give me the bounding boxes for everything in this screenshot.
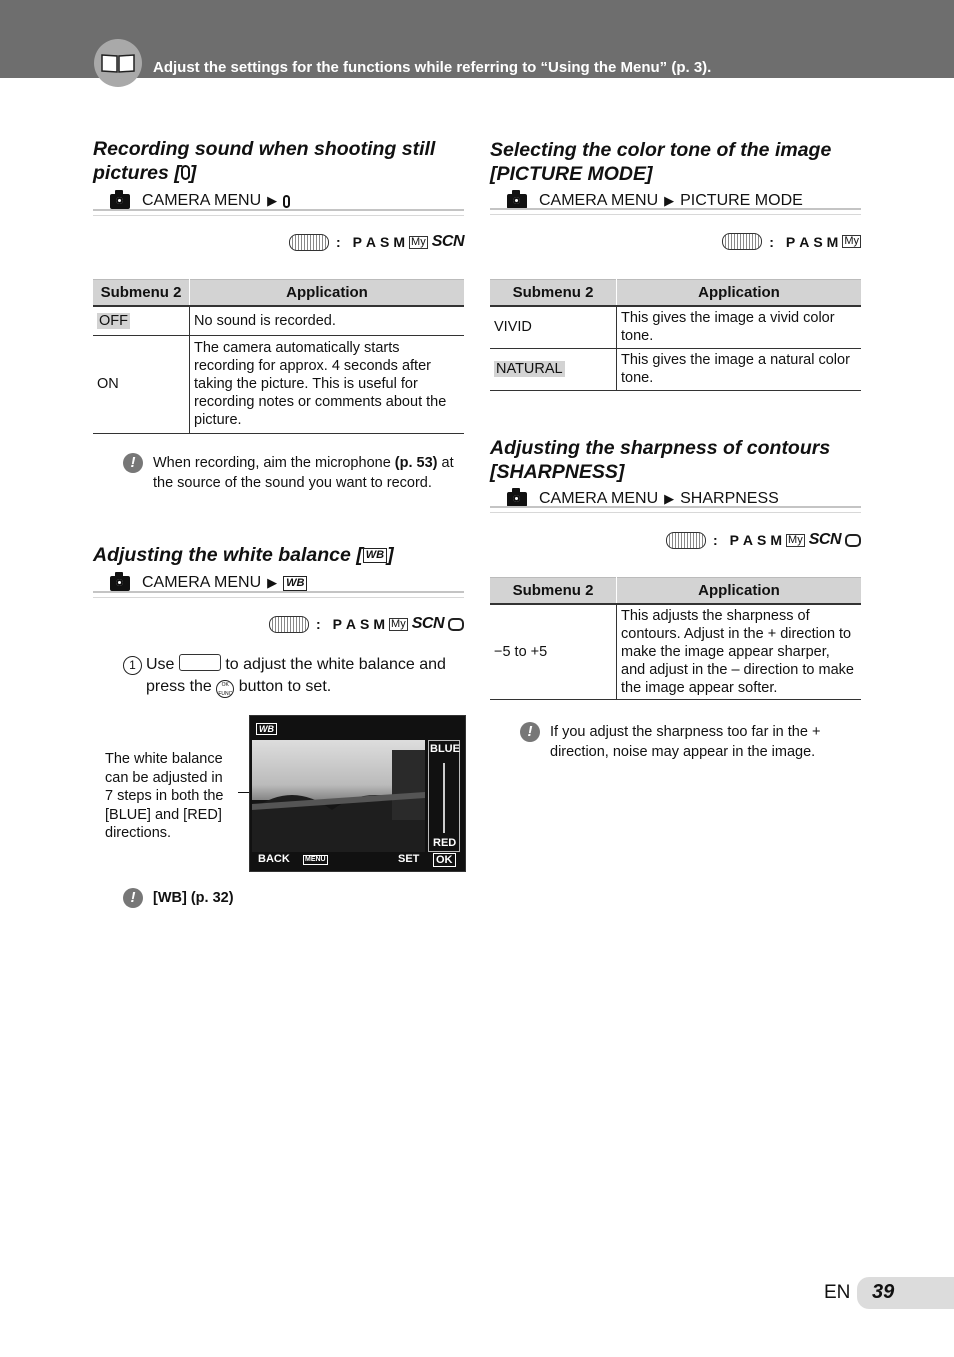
menu-button-icon: MENU: [305, 856, 326, 863]
scn-mode-icon: SCN: [431, 233, 464, 250]
scn-mode-icon: SCN: [808, 531, 841, 548]
scn-mode-icon: SCN: [411, 615, 444, 632]
sound-caution-note: ! When recording, aim the microphone (p. 53) at the source of the sound you want to record.: [123, 453, 465, 493]
back-label: BACK: [258, 853, 290, 865]
my-mode-icon: My: [411, 235, 426, 248]
bridge-photo: [252, 740, 425, 852]
wb-caption: The white balance can be adjusted in 7 steps in both the [BLUE] and [RED] directions.: [105, 751, 224, 841]
arrow-right-icon: ▶: [267, 575, 278, 590]
ok-func-button-icon: OK FUNC: [216, 680, 234, 698]
sharp-section: [490, 436, 862, 484]
table-row: −5 to +5 This adjusts the sharpness of contours. Adjust in the + direction to make the image appear sharper, and adjust in the – direction to make the image appear softer.: [490, 604, 861, 700]
picture-menu-path: CAMERA MENU ▶ PICTURE MODE: [507, 192, 862, 210]
my-mode-icon: My: [391, 617, 406, 630]
mode-dial-indicator: : P A S M My: [600, 233, 861, 250]
sound-menu-path: CAMERA MENU ▶: [110, 192, 465, 210]
movie-icon: [845, 534, 861, 547]
my-mode-icon: My: [844, 235, 859, 247]
lcd-screen: [249, 715, 466, 872]
table-row: VIVID This gives the image a vivid color tone.: [490, 306, 861, 348]
caution-icon: !: [520, 722, 540, 742]
mode-dial-icon: [269, 616, 309, 633]
movie-icon: [448, 618, 464, 631]
caution-icon: !: [123, 888, 143, 908]
sound-section: [93, 137, 465, 185]
camera-icon: [507, 194, 527, 209]
camera-icon: [110, 576, 130, 591]
ok-button-icon: OK: [433, 853, 456, 867]
arrow-right-icon: ▶: [267, 193, 278, 208]
sound-table: Submenu 2 Application OFF No sound is recorded. ON The camera automatically starts recording for approx. 4 seconds after taking the picture. This is useful for recording notes or comments about the picture.: [93, 279, 464, 434]
divider: [93, 591, 464, 598]
sharp-title: Adjusting the sharpness of contours [SHARPNESS]: [490, 437, 831, 483]
mode-dial-indicator: : P A S M My SCN: [200, 233, 464, 251]
wb-caution-note: ! [WB] (p. 32): [123, 888, 465, 908]
language-label: EN: [824, 1282, 851, 1303]
book-icon: [94, 39, 142, 87]
sharp-menu-path: CAMERA MENU ▶ SHARPNESS: [507, 490, 862, 508]
mode-dial-icon: [666, 532, 706, 549]
page-number: 39: [872, 1281, 895, 1303]
picture-section: [490, 138, 862, 186]
wb-icon: WB: [283, 576, 307, 591]
wb-title: Adjusting the white balance [ WB ]: [93, 544, 394, 566]
my-mode-icon: My: [788, 533, 803, 546]
camera-icon: [110, 194, 130, 209]
step-number: 1: [123, 656, 142, 675]
sound-title: Recording sound when shooting still pictures [ ]: [93, 138, 436, 184]
wb-icon: WB: [256, 723, 277, 735]
mode-dial-indicator: : P A S M My SCN: [200, 615, 464, 633]
picture-table: Submenu 2 Application VIVID This gives the image a vivid color tone. NATURAL This gives the image a natural color tone.: [490, 279, 861, 391]
sharp-caution-note: ! If you adjust the sharpness too far in the + direction, noise may appear in the image.: [520, 722, 860, 762]
divider: [93, 209, 464, 216]
divider: [490, 208, 861, 215]
mode-dial-icon: [722, 233, 762, 250]
set-label: SET: [398, 853, 420, 865]
microphone-icon: [283, 195, 290, 208]
camera-icon: [507, 492, 527, 507]
table-row: OFF No sound is recorded.: [93, 306, 464, 335]
wb-step: 1 Use to adjust the white balance and press the OK FUNC button to set.: [123, 654, 465, 698]
picture-title: Selecting the color tone of the image [PICTURE MODE]: [490, 139, 832, 185]
header-instruction: Adjust the settings for the functions while referring to “Using the Menu” (p. 3).: [153, 59, 712, 76]
arrow-buttons-icon: [179, 654, 221, 671]
mode-dial-indicator: : P A S M My SCN: [600, 531, 861, 549]
arrow-right-icon: ▶: [664, 193, 675, 208]
wb-section: [93, 543, 465, 567]
table-row: ON The camera automatically starts recording for approx. 4 seconds after taking the picture. This is useful for recording notes or comments about the picture.: [93, 335, 464, 433]
caution-icon: !: [123, 453, 143, 473]
sharp-table: Submenu 2 Application −5 to +5 This adjusts the sharpness of contours. Adjust in the + direction to make the image appear sharper, and adjust in the – direction to make the image appear softer.: [490, 577, 861, 700]
wb-icon: WB: [363, 548, 387, 563]
wb-menu-path: CAMERA MENU ▶ WB: [110, 574, 465, 592]
divider: [490, 506, 861, 513]
arrow-right-icon: ▶: [664, 491, 675, 506]
microphone-icon: [181, 165, 190, 180]
wb-adjust-scale: BLUE RED: [428, 740, 460, 852]
table-row: NATURAL This gives the image a natural color tone.: [490, 348, 861, 390]
mode-dial-icon: [289, 234, 329, 251]
